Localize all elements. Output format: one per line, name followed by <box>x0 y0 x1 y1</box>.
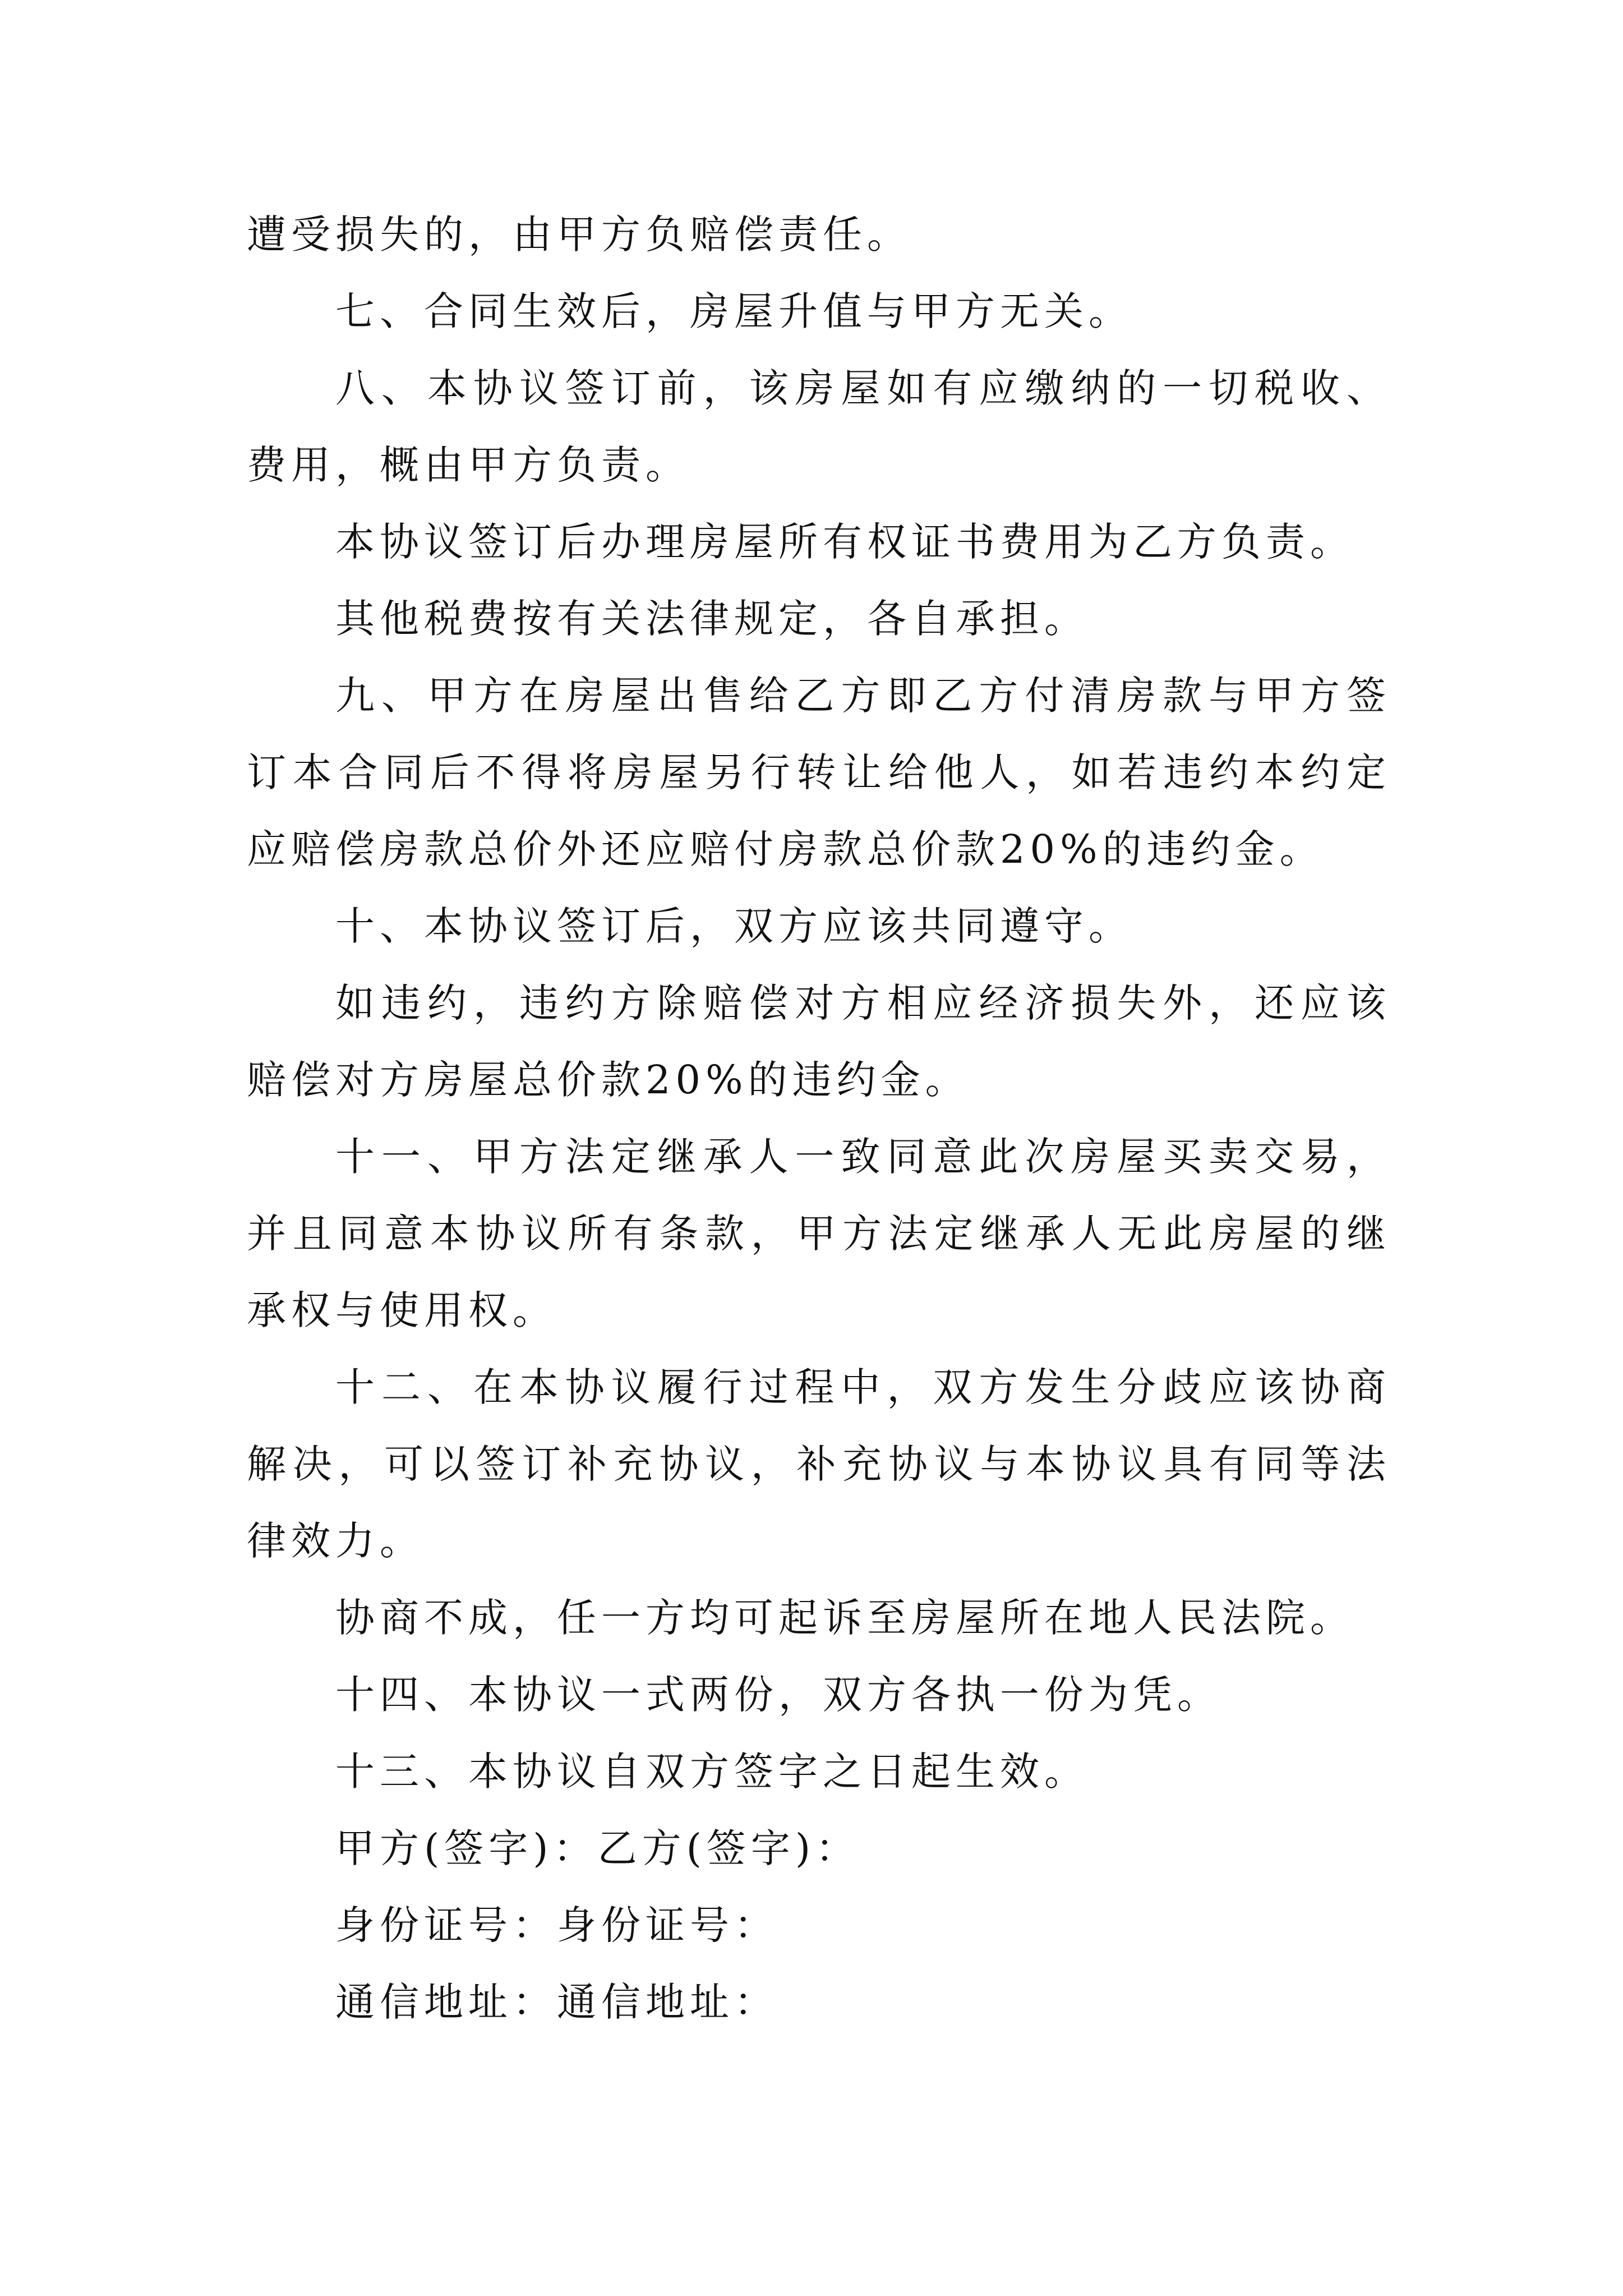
address-line: 通信地址：通信地址： <box>335 1979 778 2025</box>
paragraph-clause-7: 七、合同生效后，房屋升值与甲方无关。 <box>335 288 1133 334</box>
signature-line: 甲方(签字)：乙方(签字)： <box>335 1825 860 1871</box>
paragraph-clause-8-c: 其他税费按有关法律规定，各自承担。 <box>335 596 1089 642</box>
paragraph-clause-10: 十、本协议签订后，双方应该共同遵守。 <box>335 903 1133 949</box>
paragraph-clause-8: 八、本协议签订前，该房屋如有应缴纳的一切税收、费用，概由甲方负责。 <box>247 365 1391 488</box>
paragraph-1: 遭受损失的，由甲方负赔偿责任。 <box>247 211 911 257</box>
paragraph-clause-13: 十三、本协议自双方签字之日起生效。 <box>335 1749 1089 1795</box>
paragraph-clause-12-b: 协商不成，任一方均可起诉至房屋所在地人民法院。 <box>335 1595 1354 1641</box>
id-number-line: 身份证号：身份证号： <box>335 1902 778 1948</box>
paragraph-clause-10-b: 如违约，违约方除赔偿对方相应经济损失外，还应该赔偿对方房屋总价款20%的违约金。 <box>247 980 1391 1103</box>
paragraph-clause-8-b: 本协议签订后办理房屋所有权证书费用为乙方负责。 <box>335 519 1354 565</box>
paragraph-clause-12: 十二、在本协议履行过程中，双方发生分歧应该协商解决，可以签订补充协议，补充协议与本协议具有同等法律效力。 <box>247 1364 1391 1564</box>
paragraph-clause-14: 十四、本协议一式两份，双方各执一份为凭。 <box>335 1672 1221 1718</box>
paragraph-clause-11: 十一、甲方法定继承人一致同意此次房屋买卖交易，并且同意本协议所有条款，甲方法定继承人无此房屋的继承权与使用权。 <box>247 1134 1391 1333</box>
document-body <box>247 196 1391 2041</box>
paragraph-clause-9: 九、甲方在房屋出售给乙方即乙方付清房款与甲方签订本合同后不得将房屋另行转让给他人，如若违约本约定应赔偿房款总价外还应赔付房款总价款20%的违约金。 <box>247 673 1391 872</box>
